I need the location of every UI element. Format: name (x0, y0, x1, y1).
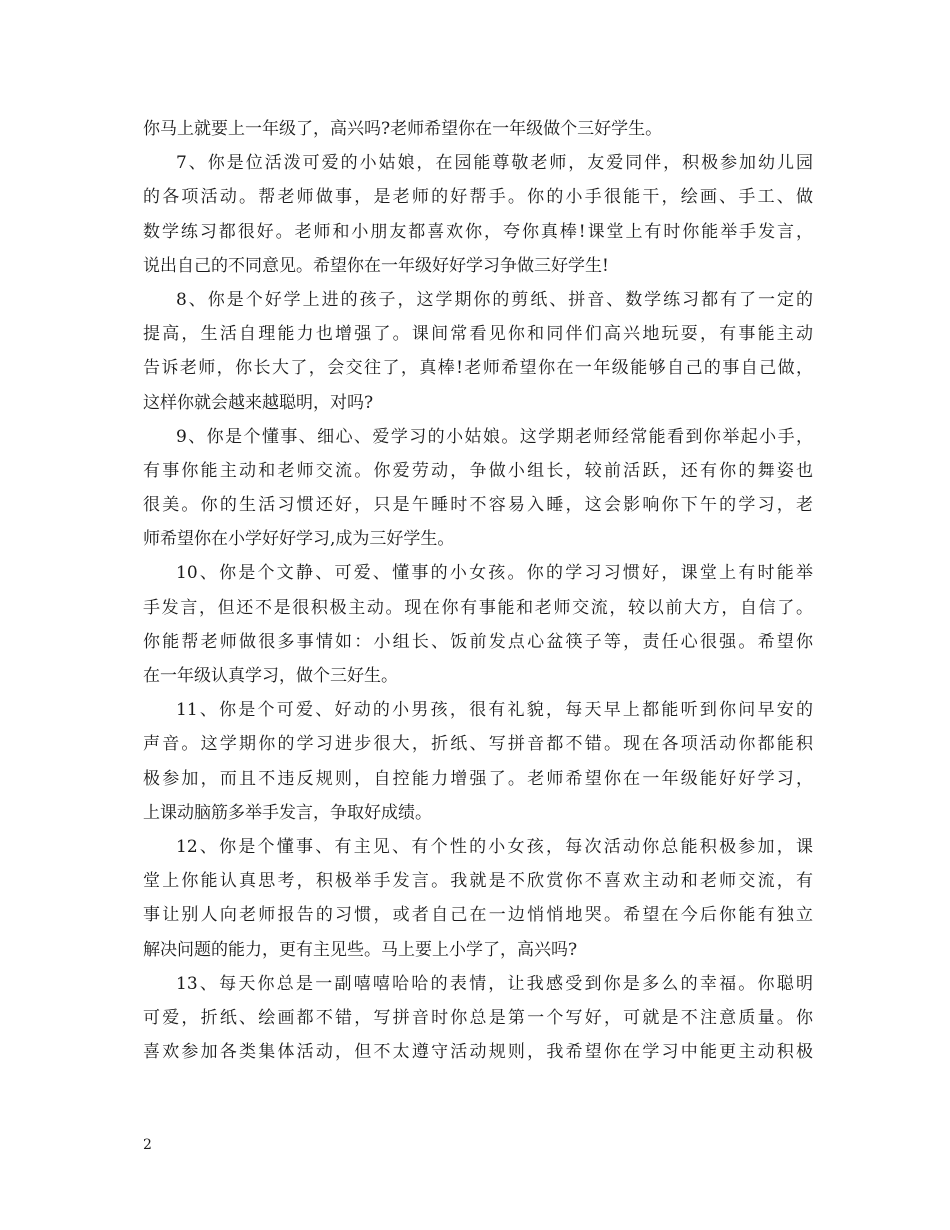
text-line: 声音。这学期你的学习进步很大，折纸、写拼音都不错。现在各项活动你都能积 (143, 734, 813, 755)
paragraph-10-line: 10、你是个文静、可爱、懂事的小女孩。你的学习习惯好，课堂上有时能举 (176, 563, 813, 584)
text-line: 很美。你的生活习惯还好，只是午睡时不容易入睡，这会影响你下午的学习，老 (143, 495, 813, 516)
text-line: 上课动脑筋多举手发言，争取好成绩。 (143, 802, 432, 823)
text-line: 有事你能主动和老师交流。你爱劳动，争做小组长，较前活跃，还有你的舞姿也 (143, 460, 813, 481)
text-line: 手发言，但还不是很积极主动。现在你有事能和老师交流，较以前大方，自信了。 (143, 597, 813, 618)
paragraph-7-line: 7、你是位活泼可爱的小姑娘，在园能尊敬老师，友爱同伴，积极参加幼儿园 (176, 153, 813, 174)
page-number: 2 (143, 1137, 152, 1153)
text-line: 的各项活动。帮老师做事，是老师的好帮手。你的小手很能干，绘画、手工、做 (143, 187, 813, 208)
text-line: 提高，生活自理能力也增强了。课间常看见你和同伴们高兴地玩耍，有事能主动 (143, 324, 813, 345)
text-line: 数学练习都很好。老师和小朋友都喜欢你，夸你真棒!课堂上有时你能举手发言， (143, 221, 813, 242)
text-line: 这样你就会越来越聪明，对吗? (143, 392, 374, 413)
text-line: 你能帮老师做很多事情如：小组长、饭前发点心盆筷子等，责任心很强。希望你 (143, 631, 813, 652)
text-line: 师希望你在小学好好学习,成为三好学生。 (143, 529, 455, 550)
paragraph-11-line: 11、你是个可爱、好动的小男孩，很有礼貌，每天早上都能听到你问早安的 (176, 700, 813, 721)
paragraph-12-line: 12、你是个懂事、有主见、有个性的小女孩，每次活动你总能积极参加，课 (176, 836, 813, 857)
paragraph-13-line: 13、每天你总是一副嘻嘻哈哈的表情，让我感受到你是多么的幸福。你聪明 (176, 973, 813, 994)
text-line: 告诉老师，你长大了，会交往了，真棒!老师希望你在一年级能够自己的事自己做， (143, 358, 813, 379)
text-line: 在一年级认真学习，做个三好生。 (143, 666, 398, 686)
paragraph-8-line: 8、你是个好学上进的孩子，这学期你的剪纸、拼音、数学练习都有了一定的 (176, 289, 813, 310)
body-text (143, 112, 813, 1069)
text-line: 可爱，折纸、绘画都不错，写拼音时你总是第一个写好，可就是不注意质量。你 (143, 1007, 813, 1028)
text-line: 解决问题的能力，更有主见些。马上要上小学了，高兴吗? (143, 939, 578, 960)
paragraph-9-line: 9、你是个懂事、细心、爱学习的小姑娘。这学期老师经常能看到你举起小手， (176, 426, 813, 447)
text-line: 喜欢参加各类集体活动，但不太遵守活动规则，我希望你在学习中能更主动积极 (143, 1042, 813, 1063)
text-line: 极参加，而且不违反规则，自控能力增强了。老师希望你在一年级能好好学习， (143, 768, 813, 789)
text-line: 说出自己的不同意见。希望你在一年级好好学习争做三好学生! (143, 255, 609, 276)
text-line: 你马上就要上一年级了，高兴吗?老师希望你在一年级做个三好学生。 (143, 119, 663, 139)
text-line: 堂上你能认真思考，积极举手发言。我就是不欣赏你不喜欢主动和老师交流，有 (143, 871, 813, 892)
text-line: 事让别人向老师报告的习惯，或者自己在一边悄悄地哭。希望在今后你能有独立 (143, 905, 813, 926)
